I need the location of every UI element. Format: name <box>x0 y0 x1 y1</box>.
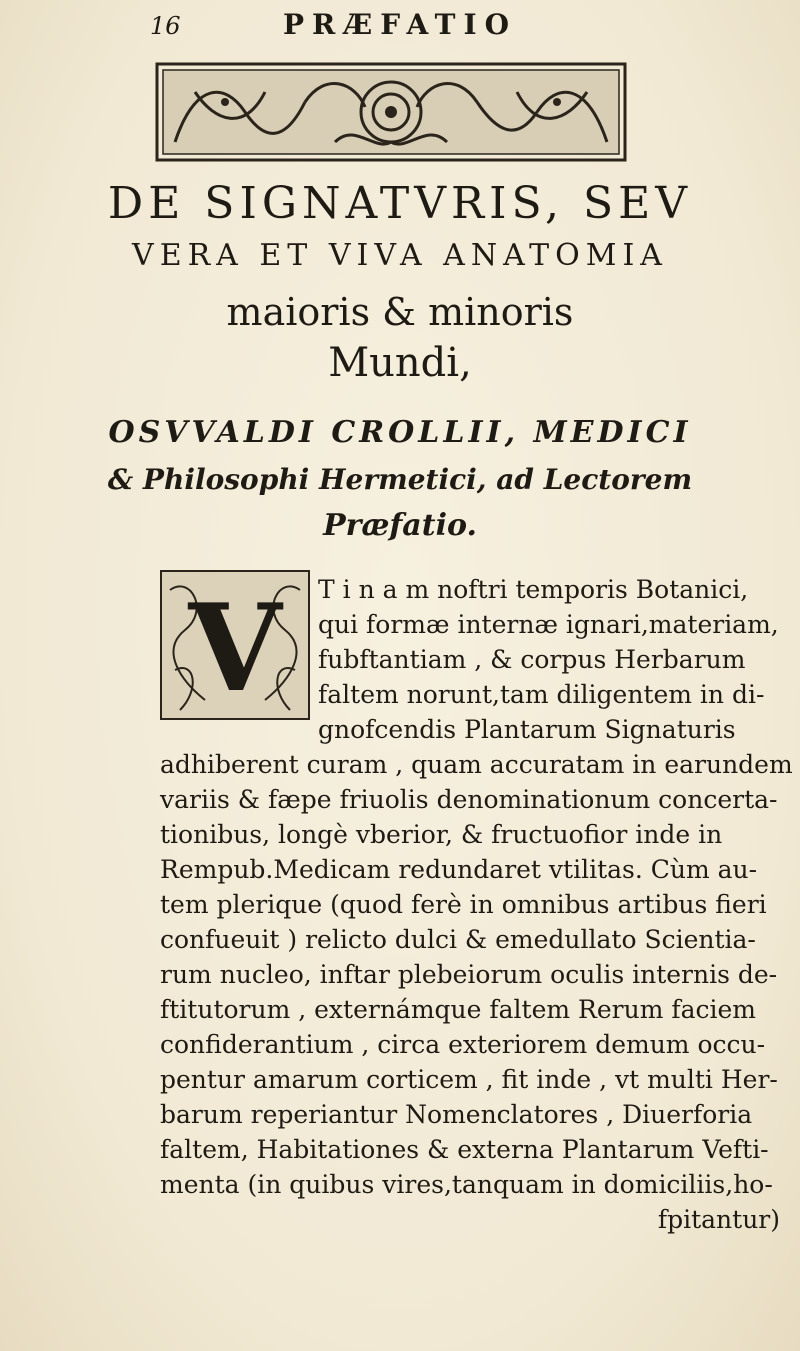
headpiece-ornament <box>155 62 627 162</box>
body-line: faltem, Habitationes & externa Plantarum Vefti- <box>160 1135 769 1164</box>
body-line: confiderantium , circa exteriorem demum occu- <box>160 1030 766 1059</box>
body-line: rum nucleo, inftar plebeiorum oculis internis de- <box>160 960 778 989</box>
author-line: OSVVALDI CROLLII, MEDICI <box>108 415 692 450</box>
body-line: qui formæ internæ ignari,materiam, <box>318 610 779 639</box>
dropcap-letter: V <box>188 578 282 719</box>
body-line: fpitantur) <box>657 1205 780 1234</box>
page-number: 16 <box>150 12 181 40</box>
body-line: menta (in quibus vires,tanquam in domiciliis,ho- <box>160 1170 773 1199</box>
body-line: T i n a m noftri temporis Botanici, <box>318 575 749 604</box>
body-line: ftitutorum , externámque faltem Rerum faciem <box>160 995 757 1024</box>
body-text <box>160 572 800 1237</box>
body-line: confueuit ) relicto dulci & emedullato Scientia- <box>160 925 756 954</box>
body-line: fubftantiam , & corpus Herbarum <box>318 645 746 674</box>
running-head: PRÆFATIO <box>282 8 518 41</box>
title-line-4: Mundi, <box>328 340 472 386</box>
body-line: tionibus, longè vberior, & fructuofior inde in <box>160 820 723 849</box>
body-line: barum reperiantur Nomenclatores , Diuerforia <box>160 1100 753 1129</box>
author-line-2: & Philosophi Hermetici, ad Lectorem <box>107 463 693 496</box>
body-line: faltem norunt,tam diligentem in di- <box>318 680 765 709</box>
title-line-2: VERA ET VIVA ANATOMIA <box>132 238 668 273</box>
body-line: adhiberent curam , quam accuratam in earundem <box>160 750 793 779</box>
body-line: Rempub.Medicam redundaret vtilitas. Cùm au- <box>160 855 758 884</box>
body-line: pentur amarum corticem , fit inde , vt multi Her- <box>160 1065 778 1094</box>
body-line: gnofcendis Plantarum Signaturis <box>318 715 736 744</box>
praefatio-heading: Præfatio. <box>323 508 477 543</box>
body-line: variis & fæpe friuolis denominationum concerta- <box>160 785 778 814</box>
title-line-3: maioris & minoris <box>226 290 574 334</box>
title-line-1: DE SIGNATVRIS, SEV <box>107 178 693 229</box>
body-line: tem plerique (quod ferè in omnibus artibus fieri <box>160 890 767 919</box>
